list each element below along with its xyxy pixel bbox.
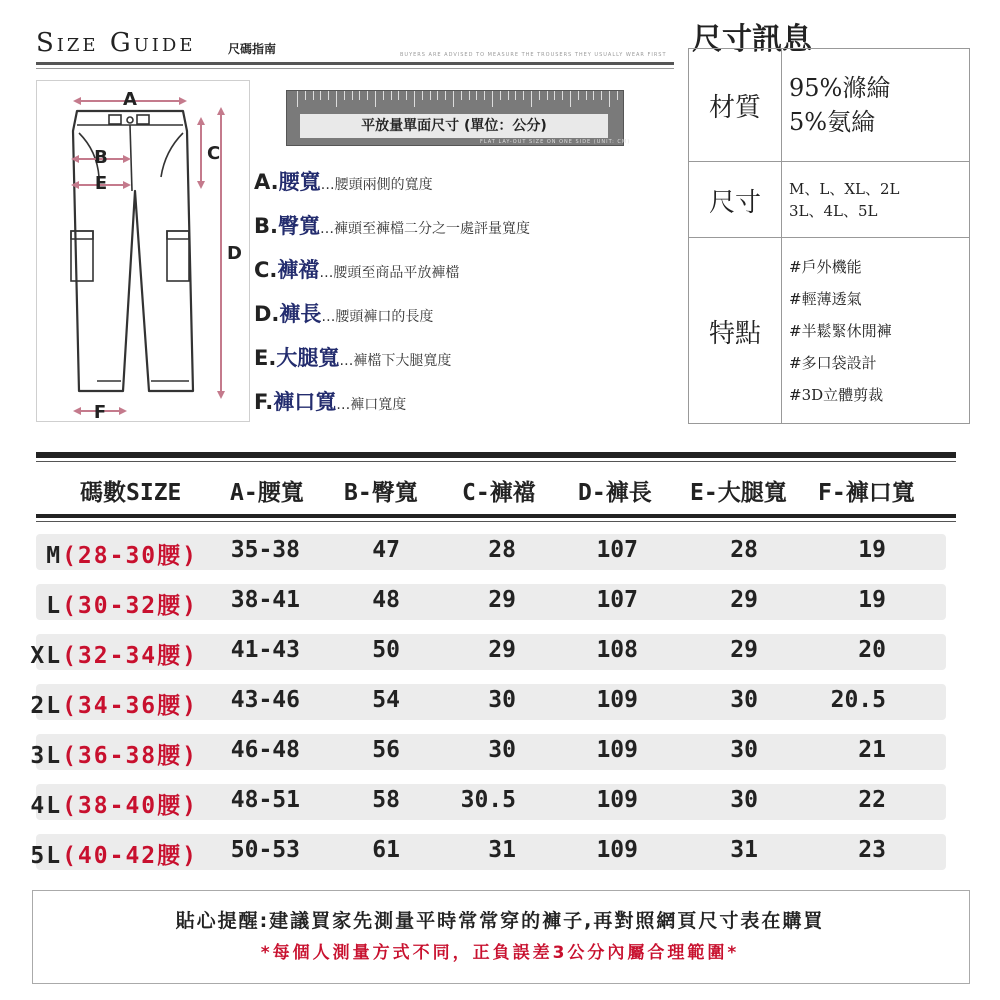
table-cell: 47 bbox=[372, 537, 400, 563]
diagram-label-c: C bbox=[207, 143, 221, 164]
ruler-tick bbox=[500, 91, 501, 100]
table-cell: 28 bbox=[730, 537, 758, 563]
table-cell: 29 bbox=[488, 637, 516, 663]
size-code: M bbox=[46, 543, 63, 569]
definition-name: 腰寬 bbox=[278, 170, 321, 194]
ruler-tick bbox=[352, 91, 353, 100]
info-key: 材質 bbox=[689, 49, 782, 161]
definition-name: 臀寬 bbox=[277, 214, 320, 238]
definition-key: D. bbox=[254, 302, 280, 326]
table-cell: 108 bbox=[596, 637, 638, 663]
info-title: 尺寸訊息 bbox=[692, 22, 812, 57]
table-cell: 30 bbox=[730, 787, 758, 813]
definition-desc: …褲檔下大腿寬度 bbox=[339, 353, 452, 369]
table-cell: 22 bbox=[858, 787, 886, 813]
info-row-sizes bbox=[689, 161, 969, 238]
ruler-tick bbox=[508, 91, 509, 100]
ruler-tick bbox=[430, 91, 431, 100]
ruler-tick bbox=[305, 91, 306, 100]
ruler-tick bbox=[453, 91, 454, 107]
ruler-tick bbox=[554, 91, 555, 100]
ruler-label: 平放量單面尺寸 (單位：公分) bbox=[300, 114, 608, 138]
reminder-line1: 貼心提醒:建議買家先測量平時常常穿的褲子,再對照網頁尺寸表在購買 bbox=[175, 910, 825, 932]
ruler-tick bbox=[492, 91, 493, 107]
table-cell: 54 bbox=[372, 687, 400, 713]
definition-e bbox=[254, 342, 451, 372]
info-values bbox=[789, 49, 965, 161]
definition-c bbox=[254, 254, 459, 284]
size-waist-range: (30-32腰) bbox=[62, 593, 198, 619]
table-cell: 109 bbox=[596, 687, 638, 713]
definition-desc: …褲口寬度 bbox=[336, 397, 407, 413]
ruler-tick bbox=[336, 91, 337, 107]
ruler-sublabel: FLAT LAY-OUT SIZE ON ONE SIDE (UNIT: CM) bbox=[480, 139, 631, 145]
table-cell: 19 bbox=[858, 537, 886, 563]
table-cell: 46-48 bbox=[230, 737, 300, 763]
header-rule-thin bbox=[36, 68, 674, 69]
size-code: 3L bbox=[30, 743, 63, 769]
size-waist-range: (32-34腰) bbox=[62, 643, 198, 669]
definition-key: B. bbox=[254, 214, 278, 238]
ruler-tick bbox=[531, 91, 532, 107]
info-table bbox=[688, 48, 970, 424]
info-value: 5%氨綸 bbox=[789, 108, 876, 136]
table-cell: 35-38 bbox=[230, 537, 300, 563]
info-value: 3L、4L、5L bbox=[789, 202, 878, 220]
table-cell: 41-43 bbox=[230, 637, 300, 663]
table-top-rule-thin bbox=[36, 461, 956, 462]
diagram-label-a: A bbox=[123, 89, 137, 110]
ruler-tick bbox=[617, 91, 618, 100]
definition-key: E. bbox=[254, 346, 277, 370]
table-cell: 21 bbox=[858, 737, 886, 763]
info-row-material bbox=[689, 49, 969, 161]
definition-desc: …褲頭至褲檔二分之一處評量寬度 bbox=[319, 221, 530, 237]
info-value: #半鬆緊休閒褲 bbox=[789, 322, 892, 340]
table-header-rule bbox=[36, 514, 956, 518]
definition-name: 褲長 bbox=[279, 302, 322, 326]
size-label bbox=[46, 587, 198, 620]
table-cell: 19 bbox=[858, 587, 886, 613]
ruler-tick bbox=[375, 91, 376, 107]
ruler-tick bbox=[359, 91, 360, 100]
definition-name: 大腿寬 bbox=[276, 346, 340, 370]
table-cell: 20 bbox=[858, 637, 886, 663]
definition-a bbox=[254, 166, 433, 196]
table-cell: 107 bbox=[596, 537, 638, 563]
header-rule bbox=[36, 62, 674, 65]
ruler-tick bbox=[539, 91, 540, 100]
table-cell: 29 bbox=[488, 587, 516, 613]
table-cell: 30 bbox=[730, 737, 758, 763]
table-cell: 48-51 bbox=[230, 787, 300, 813]
diagram-label-b: B bbox=[94, 147, 108, 168]
ruler-tick bbox=[313, 91, 314, 100]
table-cell: 20.5 bbox=[830, 687, 886, 713]
info-values bbox=[789, 162, 965, 238]
ruler-tick bbox=[593, 91, 594, 100]
definition-key: C. bbox=[254, 258, 278, 282]
table-header-a: A-腰寬 bbox=[230, 480, 304, 506]
table-cell: 30 bbox=[730, 687, 758, 713]
ruler-tick bbox=[609, 91, 610, 107]
table-header-d: D-褲長 bbox=[578, 480, 652, 506]
size-label bbox=[30, 837, 198, 870]
size-waist-range: (28-30腰) bbox=[62, 543, 198, 569]
table-cell: 109 bbox=[596, 837, 638, 863]
ruler-tick bbox=[414, 91, 415, 107]
size-label bbox=[30, 737, 198, 770]
info-row-features bbox=[689, 237, 969, 424]
info-value: #戶外機能 bbox=[789, 258, 862, 276]
guide-title: Size Guide bbox=[36, 28, 196, 58]
info-value: M、L、XL、2L bbox=[789, 180, 900, 198]
table-cell: 43-46 bbox=[230, 687, 300, 713]
size-waist-range: (40-42腰) bbox=[62, 843, 198, 869]
size-waist-range: (34-36腰) bbox=[62, 693, 198, 719]
table-header-b: B-臀寬 bbox=[344, 480, 418, 506]
size-code: 4L bbox=[30, 793, 63, 819]
table-cell: 31 bbox=[488, 837, 516, 863]
table-cell: 29 bbox=[730, 587, 758, 613]
diagram-label-f: F bbox=[93, 402, 107, 421]
info-value: #多口袋設計 bbox=[789, 354, 877, 372]
ruler-tick bbox=[601, 91, 602, 100]
definition-desc: …腰頭至商品平放褲檔 bbox=[319, 265, 460, 281]
table-top-rule bbox=[36, 452, 956, 458]
definition-desc: …腰頭褲口的長度 bbox=[321, 309, 434, 325]
table-cell: 30 bbox=[488, 737, 516, 763]
ruler-tick bbox=[391, 91, 392, 100]
definition-d bbox=[254, 298, 433, 328]
ruler-tick bbox=[476, 91, 477, 100]
definition-key: A. bbox=[254, 170, 279, 194]
ruler-tick bbox=[547, 91, 548, 100]
reminder-line2: *每個人測量方式不同，正負誤差3公分內屬合理範圍* bbox=[260, 943, 740, 963]
info-key: 特點 bbox=[689, 238, 782, 424]
table-header-rule-thin bbox=[36, 521, 956, 522]
table-cell: 30 bbox=[488, 687, 516, 713]
table-cell: 107 bbox=[596, 587, 638, 613]
size-label bbox=[46, 537, 198, 570]
definition-b bbox=[254, 210, 530, 240]
info-values bbox=[789, 238, 965, 424]
table-cell: 61 bbox=[372, 837, 400, 863]
size-waist-range: (38-40腰) bbox=[62, 793, 198, 819]
table-cell: 28 bbox=[488, 537, 516, 563]
guide-note: BUYERS ARE ADVISED TO MEASURE THE TROUSERS THEY USUALLY WEAR FIRST bbox=[400, 52, 667, 58]
table-header-f: F-褲口寬 bbox=[818, 480, 915, 506]
table-header-e: E-大腿寬 bbox=[690, 480, 787, 506]
info-value: #輕薄透氣 bbox=[789, 290, 862, 308]
definition-key: F. bbox=[254, 390, 274, 414]
size-label bbox=[30, 687, 198, 720]
table-cell: 58 bbox=[372, 787, 400, 813]
table-cell: 31 bbox=[730, 837, 758, 863]
diagram-label-e: E bbox=[94, 173, 108, 194]
table-header-size: 碼數SIZE bbox=[80, 480, 182, 506]
pants-illustration bbox=[37, 81, 249, 421]
table-cell: 30.5 bbox=[460, 787, 516, 813]
ruler-tick bbox=[328, 91, 329, 100]
guide-subtitle: 尺碼指南 bbox=[228, 42, 277, 56]
ruler-tick bbox=[344, 91, 345, 100]
size-code: L bbox=[46, 593, 63, 619]
table-cell: 23 bbox=[858, 837, 886, 863]
ruler-tick bbox=[297, 91, 298, 107]
ruler-tick bbox=[570, 91, 571, 107]
size-code: 5L bbox=[30, 843, 63, 869]
ruler-tick bbox=[406, 91, 407, 100]
table-cell: 50-53 bbox=[230, 837, 300, 863]
info-key: 尺寸 bbox=[689, 162, 782, 238]
info-value: 95%滌綸 bbox=[789, 74, 891, 102]
ruler-tick bbox=[398, 91, 399, 100]
ruler-tick bbox=[445, 91, 446, 100]
ruler-tick bbox=[422, 91, 423, 100]
size-code: XL bbox=[30, 643, 63, 669]
diagram-label-d: D bbox=[227, 243, 242, 264]
table-cell: 109 bbox=[596, 737, 638, 763]
info-value: #3D立體剪裁 bbox=[789, 386, 884, 404]
table-cell: 48 bbox=[372, 587, 400, 613]
table-cell: 38-41 bbox=[230, 587, 300, 613]
size-code: 2L bbox=[30, 693, 63, 719]
definition-f bbox=[254, 386, 406, 416]
table-cell: 56 bbox=[372, 737, 400, 763]
ruler-tick bbox=[367, 91, 368, 100]
definition-desc: …腰頭兩側的寬度 bbox=[320, 177, 433, 193]
ruler-tick bbox=[437, 91, 438, 100]
reminder-box bbox=[32, 890, 970, 984]
ruler-tick bbox=[562, 91, 563, 100]
ruler-tick bbox=[383, 91, 384, 100]
table-cell: 50 bbox=[372, 637, 400, 663]
ruler-tick bbox=[469, 91, 470, 100]
ruler-tick bbox=[320, 91, 321, 100]
definition-name: 褲口寬 bbox=[273, 390, 337, 414]
table-header-c: C-褲襠 bbox=[462, 480, 536, 506]
size-label bbox=[30, 637, 198, 670]
size-label bbox=[30, 787, 198, 820]
ruler-tick bbox=[484, 91, 485, 100]
table-cell: 29 bbox=[730, 637, 758, 663]
pants-diagram bbox=[36, 80, 250, 422]
ruler-tick bbox=[578, 91, 579, 100]
ruler-tick bbox=[461, 91, 462, 100]
size-waist-range: (36-38腰) bbox=[62, 743, 198, 769]
ruler-tick bbox=[523, 91, 524, 100]
definition-name: 褲襠 bbox=[277, 258, 320, 282]
ruler-tick bbox=[586, 91, 587, 100]
ruler-tick bbox=[515, 91, 516, 100]
table-cell: 109 bbox=[596, 787, 638, 813]
